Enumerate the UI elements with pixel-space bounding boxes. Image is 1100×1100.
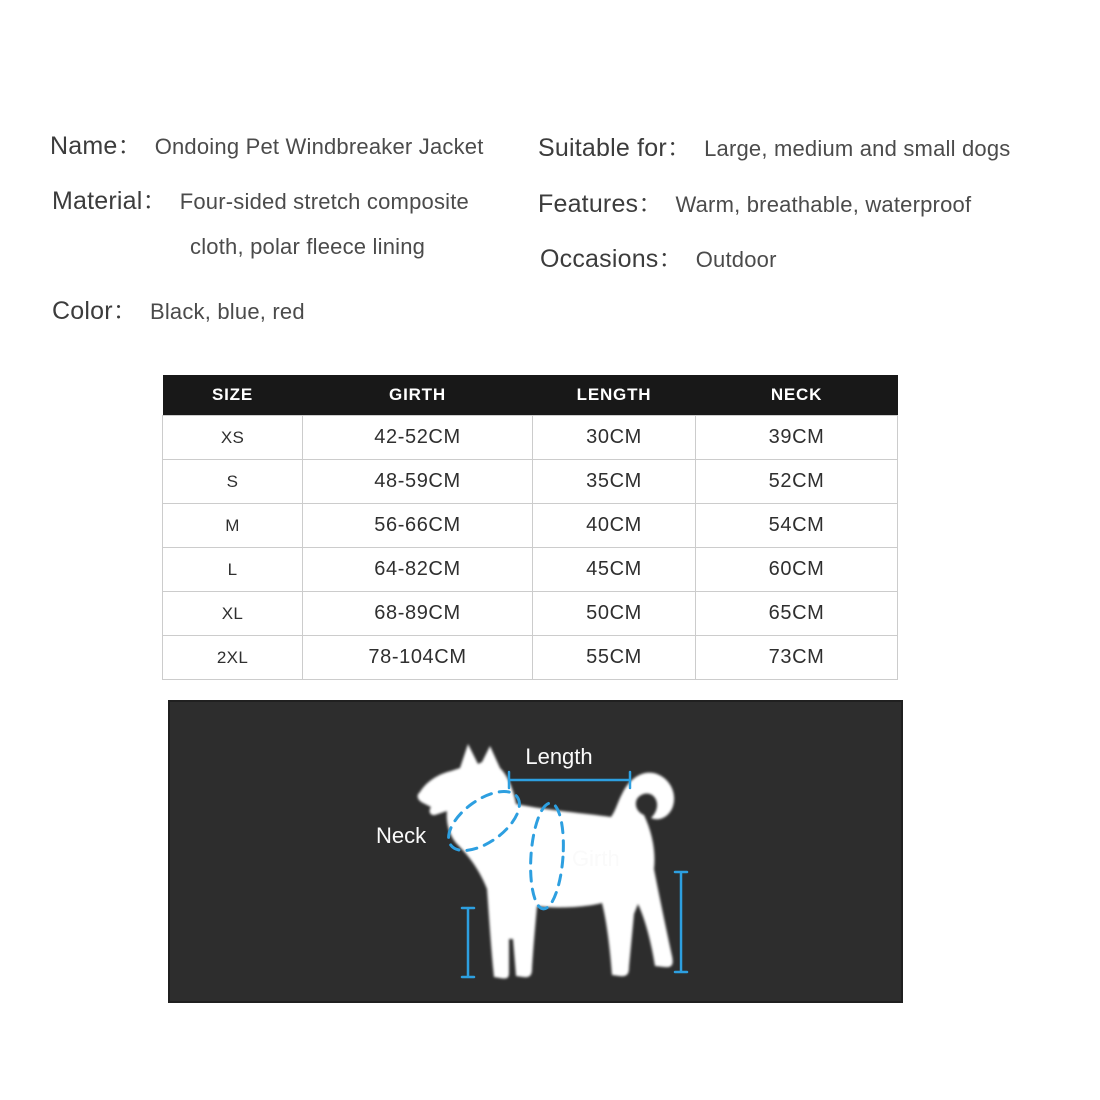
col-header-neck: NECK [696, 375, 898, 416]
cell-size: XS [163, 416, 303, 460]
table-row [163, 460, 898, 504]
product-name-value: Ondoing Pet Windbreaker Jacket [154, 134, 484, 159]
table-row [163, 504, 898, 548]
girth-label: Girth [572, 846, 620, 871]
material-value-line1: Four-sided stretch composite [179, 189, 469, 214]
col-header-girth: GIRTH [303, 375, 533, 416]
color-value: Black, blue, red [149, 299, 305, 324]
cell-neck: 52CM [696, 460, 898, 504]
cell-neck: 73CM [696, 636, 898, 680]
cell-neck: 65CM [696, 592, 898, 636]
cell-girth: 56-66CM [303, 504, 533, 548]
cell-length: 55CM [533, 636, 696, 680]
cell-girth: 68-89CM [303, 592, 533, 636]
cell-neck: 39CM [696, 416, 898, 460]
cell-length: 50CM [533, 592, 696, 636]
length-measure-line [509, 772, 630, 788]
cell-girth: 48-59CM [303, 460, 533, 504]
cell-size: XL [163, 592, 303, 636]
table-row [163, 592, 898, 636]
color-label: Color： [52, 297, 138, 325]
color-row [52, 291, 305, 327]
cell-neck: 60CM [696, 548, 898, 592]
cell-girth: 64-82CM [303, 548, 533, 592]
rear-leg-height-measure-line [675, 872, 687, 972]
table-header-row [163, 375, 898, 416]
col-header-size: SIZE [163, 375, 303, 416]
features-value: Warm, breathable, waterproof [675, 192, 972, 217]
cell-girth: 42-52CM [303, 416, 533, 460]
material-value-line2: cloth, polar fleece lining [190, 234, 426, 259]
table-row [163, 636, 898, 680]
product-name-label: Name： [50, 132, 143, 160]
col-header-length: LENGTH [533, 375, 696, 416]
neck-label: Neck [376, 823, 427, 848]
length-label: Length [525, 744, 593, 769]
material-row-continued [190, 234, 425, 260]
product-name-row [50, 126, 484, 162]
occasions-label: Occasions： [540, 245, 684, 273]
material-row [52, 181, 469, 217]
cell-size: 2XL [163, 636, 303, 680]
cell-size: S [163, 460, 303, 504]
cell-girth: 78-104CM [303, 636, 533, 680]
table-row [163, 416, 898, 460]
dog-measurement-figure [168, 700, 903, 1003]
cell-size: M [163, 504, 303, 548]
cell-size: L [163, 548, 303, 592]
occasions-row [540, 239, 777, 275]
features-label: Features： [538, 190, 664, 218]
cell-length: 45CM [533, 548, 696, 592]
measurement-diagram [168, 700, 903, 1003]
size-chart-table [162, 375, 898, 680]
cell-length: 40CM [533, 504, 696, 548]
material-label: Material： [52, 187, 168, 215]
suitable-for-label: Suitable for： [538, 134, 693, 162]
front-leg-height-measure-line [462, 908, 474, 977]
cell-length: 30CM [533, 416, 696, 460]
cell-length: 35CM [533, 460, 696, 504]
suitable-for-row [538, 128, 1011, 164]
features-row [538, 184, 971, 220]
table-row [163, 548, 898, 592]
occasions-value: Outdoor [695, 247, 777, 272]
suitable-for-value: Large, medium and small dogs [704, 136, 1011, 161]
cell-neck: 54CM [696, 504, 898, 548]
